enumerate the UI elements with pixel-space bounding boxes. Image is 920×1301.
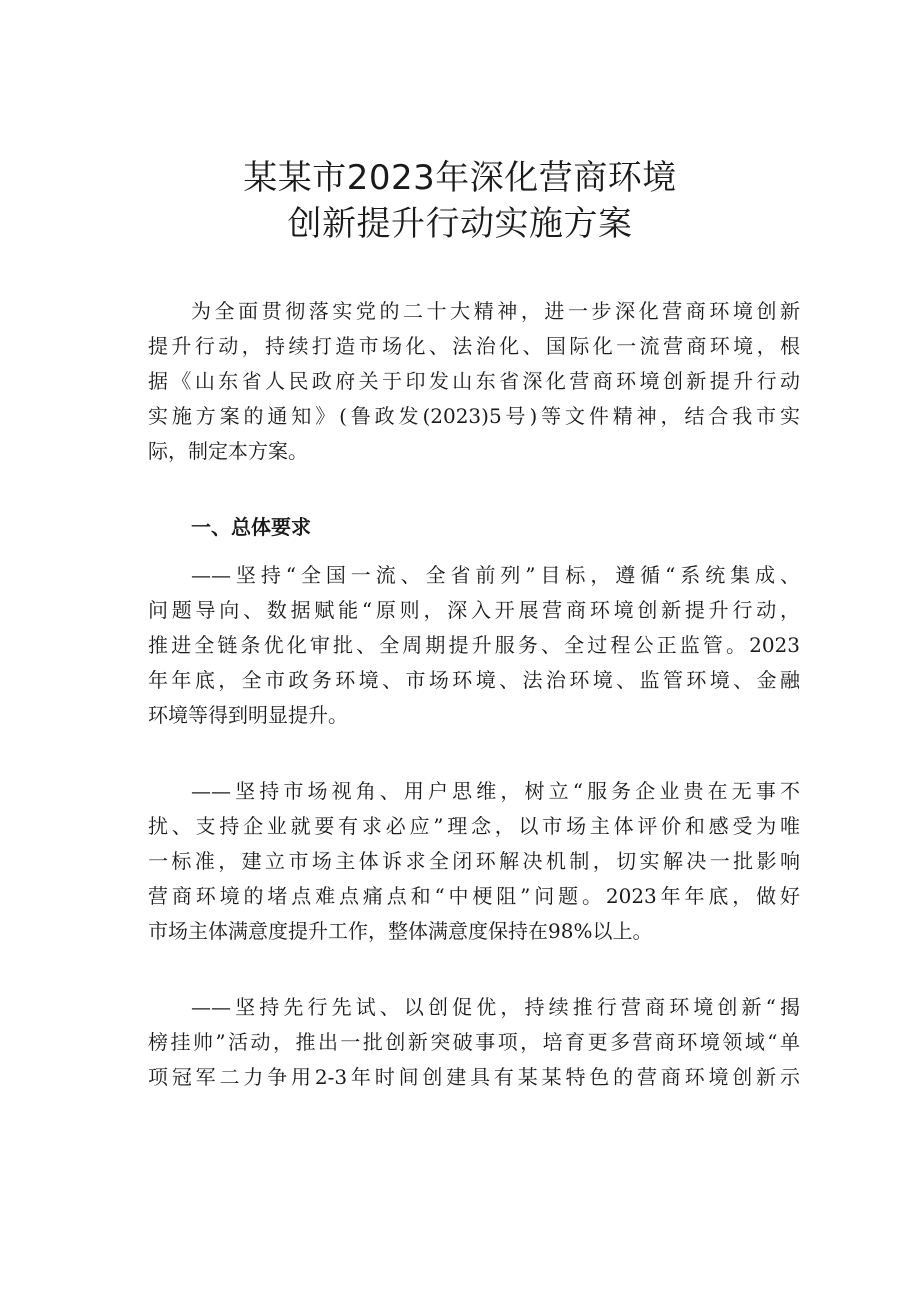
paragraph-line: 榜挂帅”活动，推出一批创新突破事项，培育更多营商环境领域“单 [148,1030,800,1054]
paragraph-line: 际，制定本方案。 [148,439,308,463]
paragraph-line: ——坚持市场视角、用户思维，树立“服务企业贵在无事不 [191,779,800,803]
paragraph-line: 提升行动，持续打造市场化、法治化、国际化一流营商环境，根 [148,334,800,358]
paragraph-line: 问题导向、数据赋能“原则，深入开展营商环境创新提升行动， [148,598,800,622]
paragraph-line: 营商环境的堵点难点痛点和“中梗阻”问题。2023年年底，做好 [148,884,800,908]
paragraph-goal-3 [148,990,800,1095]
paragraph-line: 实施方案的通知》(鲁政发(2023)5号)等文件精神，结合我市实 [148,404,800,428]
paragraph-line: ——坚持先行先试、以创促优，持续推行营商环境创新“揭 [191,995,800,1019]
paragraph-line: 为全面贯彻落实党的二十大精神，进一步深化营商环境创新 [191,299,800,323]
paragraph-line: 扰、支持企业就要有求必应”理念，以市场主体评价和感受为唯 [148,814,800,838]
paragraph-intro [148,294,800,469]
document-title-line1: 某某市2023年深化营商环境 [243,158,677,198]
paragraph-line: 市场主体满意度提升工作，整体满意度保持在98%以上。 [148,919,653,943]
paragraph-line: 环境等得到明显提升。 [148,703,348,727]
document-title-line2: 创新提升行动实施方案 [287,204,633,244]
paragraph-line: 一标准，建立市场主体诉求全闭环解决机制，切实解决一批影响 [148,849,800,873]
section-heading: 一、总体要求 [191,515,311,539]
paragraph-line: 项冠军二力争用2-3年时间创建具有某某特色的营商环境创新示 [148,1065,800,1089]
paragraph-line: 推进全链条优化审批、全周期提升服务、全过程公正监管。2023 [148,633,800,657]
paragraph-line: 据《山东省人民政府关于印发山东省深化营商环境创新提升行动 [148,369,800,393]
paragraph-line: 年年底，全市政务环境、市场环境、法治环境、监管环境、金融 [148,668,800,692]
paragraph-line: ——坚持“全国一流、全省前列”目标，遵循“系统集成、 [191,563,800,587]
paragraph-goal-2 [148,774,800,949]
paragraph-goal-1 [148,558,800,733]
